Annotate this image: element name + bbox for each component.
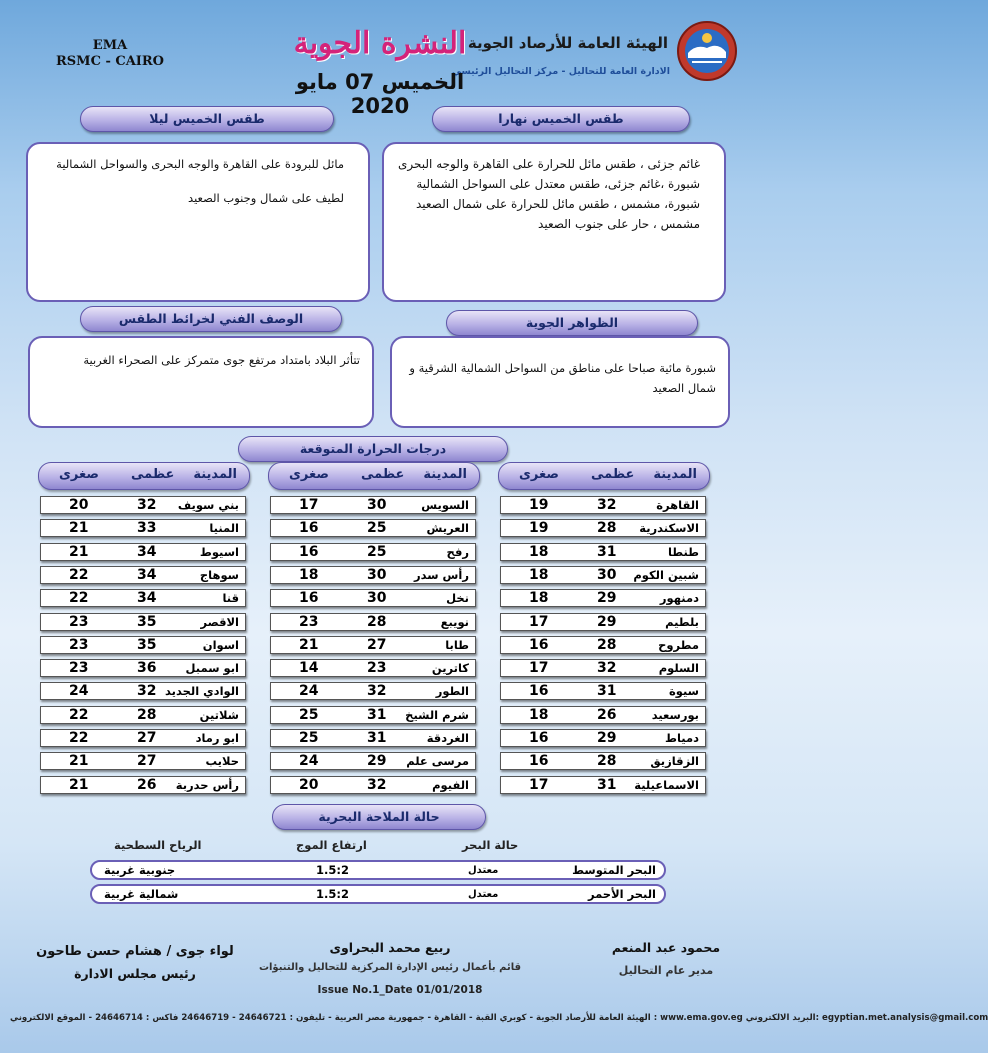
footer-contact: الهيئة العامة للأرصاد الجوية - كوبري القبة - القاهرة - جمهورية مصر العربية - تليفون : 24646721 - 24646719 فاكس : 24646714 - الموقع الالكتروني : www.ema.gov.eg البريد الالكتروني: egyptian.met.analysis@gmail.com — [10, 1013, 988, 1023]
max-temp: 34 — [137, 566, 157, 583]
night-weather-header: طقس الخميس ليلا — [80, 106, 334, 132]
signature-role-2: قائم بأعمال رئيس الإدارة المركزية للتحاليل والتنبؤات — [258, 962, 522, 973]
hdr-city: المدينة — [423, 467, 467, 482]
min-temp: 16 — [529, 636, 549, 653]
min-temp: 22 — [69, 706, 89, 723]
city-name: قنا — [222, 591, 239, 606]
max-temp: 32 — [367, 683, 387, 700]
signature-name-3: لواء جوى / هشام حسن طاحون — [36, 944, 234, 959]
night-weather-list — [40, 154, 356, 208]
synoptic-header: الوصف الفني لخرائط الطقس — [80, 306, 342, 332]
max-temp: 35 — [137, 613, 157, 630]
city-name: مرسى علم — [406, 754, 469, 769]
min-temp: 24 — [299, 753, 319, 770]
day-weather-box — [382, 142, 726, 302]
phenomena-box — [390, 336, 730, 428]
org-subtitle: الادارة العامة للتحاليل - مركز التحاليل الرئيسي — [451, 66, 670, 77]
temps-header: درجات الحرارة المتوقعة — [238, 436, 508, 462]
city-name: اسيوط — [199, 544, 239, 559]
min-temp: 18 — [529, 566, 549, 583]
wave-height: 1.5:2 — [316, 887, 349, 901]
max-temp: 34 — [137, 543, 157, 560]
marine-hdr-wind: الرياح السطحية — [114, 838, 202, 852]
city-name: ابو سمبل — [185, 661, 239, 676]
min-temp: 25 — [299, 730, 319, 746]
temps-row — [270, 543, 476, 561]
city-name: كاترين — [431, 661, 469, 676]
ema-line1: EMA — [92, 38, 128, 53]
max-temp: 35 — [137, 636, 157, 653]
temps-row — [40, 659, 246, 677]
temps-row — [270, 496, 476, 514]
max-temp: 31 — [367, 730, 387, 746]
sea-state: معتدل — [468, 865, 499, 876]
temps-row — [500, 613, 706, 631]
min-temp: 16 — [299, 590, 319, 607]
min-temp: 16 — [529, 730, 549, 746]
temps-row — [40, 776, 246, 794]
city-name: نخل — [446, 591, 469, 606]
temps-row — [270, 519, 476, 537]
min-temp: 17 — [529, 613, 549, 630]
max-temp: 32 — [597, 660, 617, 677]
day-line: مشمس ، حار على جنوب الصعيد — [538, 217, 700, 231]
max-temp: 32 — [137, 683, 157, 700]
city-name: بني سويف — [177, 498, 239, 512]
day-weather-header: طقس الخميس نهارا — [432, 106, 690, 132]
city-name: شلاتين — [199, 707, 239, 722]
max-temp: 31 — [597, 776, 617, 793]
night-line: لطيف على شمال وجنوب الصعيد — [188, 191, 344, 205]
min-temp: 20 — [299, 776, 319, 793]
temps-row — [40, 589, 246, 607]
bulletin-date: الخميس 07 مايو 2020 — [295, 70, 465, 118]
temps-row — [270, 729, 476, 747]
temps-row — [500, 729, 706, 747]
max-temp: 33 — [137, 520, 157, 537]
min-temp: 23 — [69, 636, 89, 653]
min-temp: 21 — [69, 753, 89, 770]
max-temp: 34 — [137, 590, 157, 607]
temps-row — [40, 729, 246, 747]
city-name: السلوم — [658, 661, 699, 676]
org-name: الهيئة العامة للأرصاد الجوية — [467, 34, 668, 52]
max-temp: 31 — [597, 683, 617, 700]
sea-name: البحر الأحمر — [587, 887, 656, 901]
temps-column-header — [268, 462, 480, 490]
temps-row — [40, 706, 246, 724]
min-temp: 20 — [69, 497, 89, 513]
hdr-min: صغرى — [59, 467, 99, 482]
city-name: نويبع — [440, 614, 469, 629]
temps-row — [500, 519, 706, 537]
marine-row — [90, 884, 666, 904]
synoptic-text: تتأثر البلاد بامتداد مرتفع جوى متمركز على الصحراء الغربية — [83, 353, 360, 367]
min-temp: 21 — [299, 636, 319, 653]
max-temp: 26 — [137, 776, 157, 793]
phenomena-header: الظواهر الجوية — [446, 310, 698, 336]
issue-number: Issue No.1_Date 01/01/2018 — [317, 984, 483, 996]
max-temp: 28 — [137, 706, 157, 723]
synoptic-box — [28, 336, 374, 428]
max-temp: 29 — [597, 730, 617, 746]
min-temp: 16 — [299, 520, 319, 537]
min-temp: 23 — [69, 613, 89, 630]
signature-role-1: مدير عام التحاليل — [618, 964, 714, 977]
max-temp: 28 — [367, 613, 387, 630]
max-temp: 26 — [597, 706, 617, 723]
min-temp: 21 — [69, 520, 89, 537]
max-temp: 31 — [597, 543, 617, 560]
min-temp: 17 — [299, 497, 319, 513]
max-temp: 31 — [367, 706, 387, 723]
temps-row — [40, 613, 246, 631]
temps-row — [500, 543, 706, 561]
day-line: غائم جزئى ، طقس مائل للحرارة على القاهرة والوجه البحرى — [398, 157, 700, 171]
day-weather-list — [396, 154, 712, 234]
city-name: الاسكندرية — [639, 521, 699, 536]
max-temp: 25 — [367, 520, 387, 537]
city-name: مطروح — [658, 637, 699, 652]
temps-row — [270, 706, 476, 724]
temps-row — [500, 636, 706, 654]
min-temp: 22 — [69, 566, 89, 583]
max-temp: 29 — [367, 753, 387, 770]
min-temp: 17 — [529, 776, 549, 793]
temps-row — [270, 566, 476, 584]
sea-name: البحر المتوسط — [572, 863, 656, 877]
temps-row — [40, 566, 246, 584]
city-name: ابو رماد — [195, 731, 239, 745]
night-line: مائل للبرودة على القاهرة والوجه البحرى والسواحل الشمالية — [56, 157, 344, 171]
temps-column-header — [498, 462, 710, 490]
temps-row — [40, 682, 246, 700]
hdr-city: المدينة — [193, 467, 237, 482]
day-line: شبورة، مشمس ، طقس مائل للحرارة على شمال الصعيد — [415, 197, 700, 211]
max-temp: 32 — [597, 497, 617, 513]
city-name: رفح — [446, 544, 469, 559]
max-temp: 27 — [367, 636, 387, 653]
temps-row — [270, 682, 476, 700]
max-temp: 30 — [367, 497, 387, 513]
sea-state: معتدل — [468, 889, 499, 900]
max-temp: 36 — [137, 660, 157, 677]
min-temp: 24 — [69, 683, 89, 700]
max-temp: 32 — [367, 776, 387, 793]
min-temp: 19 — [529, 497, 549, 513]
city-name: بلطيم — [665, 614, 699, 629]
max-temp: 30 — [597, 566, 617, 583]
temps-row — [40, 519, 246, 537]
temps-row — [40, 636, 246, 654]
city-name: رأس حدربة — [175, 777, 239, 792]
hdr-min: صغرى — [289, 467, 329, 482]
city-name: الطور — [435, 684, 469, 699]
temps-row — [500, 776, 706, 794]
hdr-city: المدينة — [653, 467, 697, 482]
min-temp: 18 — [299, 566, 319, 583]
city-name: دمنهور — [659, 591, 699, 606]
min-temp: 14 — [299, 660, 319, 677]
temps-row — [40, 752, 246, 770]
temps-row — [40, 543, 246, 561]
city-name: حلايب — [205, 754, 239, 769]
min-temp: 21 — [69, 543, 89, 560]
city-name: الغردقة — [426, 731, 469, 745]
city-name: الوادي الجديد — [164, 684, 239, 699]
min-temp: 23 — [69, 660, 89, 677]
temps-row — [270, 752, 476, 770]
phenomena-text: شبورة مائية صباحا على مناطق من السواحل الشمالية الشرقية و شمال الصعيد — [409, 361, 716, 395]
marine-header: حالة الملاحة البحرية — [272, 804, 486, 830]
max-temp: 23 — [367, 660, 387, 677]
city-name: المنيا — [209, 521, 239, 536]
city-name: رأس سدر — [413, 567, 469, 582]
min-temp: 25 — [299, 706, 319, 723]
ema-label — [30, 38, 190, 70]
max-temp: 28 — [597, 520, 617, 537]
temps-row — [500, 706, 706, 724]
night-weather-box — [26, 142, 370, 302]
min-temp: 16 — [529, 683, 549, 700]
min-temp: 16 — [529, 753, 549, 770]
temps-row — [500, 589, 706, 607]
surface-wind: شمالية غربية — [104, 887, 179, 901]
marine-row — [90, 860, 666, 880]
city-name: العريش — [426, 521, 469, 536]
max-temp: 28 — [597, 636, 617, 653]
city-name: اسوان — [202, 637, 239, 652]
city-name: الفيوم — [432, 777, 469, 792]
temps-row — [500, 659, 706, 677]
hdr-min: صغرى — [519, 467, 559, 482]
temps-row — [270, 636, 476, 654]
temps-row — [270, 659, 476, 677]
temps-row — [500, 566, 706, 584]
min-temp: 19 — [529, 520, 549, 537]
city-name: طابا — [445, 637, 469, 652]
max-temp: 29 — [597, 590, 617, 607]
max-temp: 30 — [367, 590, 387, 607]
max-temp: 29 — [597, 613, 617, 630]
city-name: سوهاج — [199, 567, 239, 582]
surface-wind: جنوبية غربية — [104, 863, 176, 877]
min-temp: 18 — [529, 543, 549, 560]
min-temp: 21 — [69, 776, 89, 793]
hdr-max: عظمى — [591, 467, 635, 482]
temps-row — [500, 496, 706, 514]
city-name: الاقصر — [200, 614, 239, 629]
city-name: طنطا — [667, 544, 699, 559]
max-temp: 27 — [137, 730, 157, 746]
min-temp: 24 — [299, 683, 319, 700]
temps-row — [40, 496, 246, 514]
hdr-max: عظمى — [131, 467, 175, 482]
city-name: السويس — [421, 498, 469, 512]
temps-row — [270, 613, 476, 631]
city-name: دمياط — [665, 731, 699, 745]
min-temp: 22 — [69, 730, 89, 746]
min-temp: 17 — [529, 660, 549, 677]
temps-row — [500, 752, 706, 770]
max-temp: 28 — [597, 753, 617, 770]
min-temp: 18 — [529, 590, 549, 607]
marine-hdr-wave: ارتفاع الموج — [296, 838, 367, 852]
city-name: الاسماعيلية — [634, 777, 699, 792]
max-temp: 27 — [137, 753, 157, 770]
max-temp: 32 — [137, 497, 157, 513]
max-temp: 25 — [367, 543, 387, 560]
hdr-max: عظمى — [361, 467, 405, 482]
ema-line2: RSMC - CAIRO — [55, 54, 165, 69]
marine-hdr-state: حالة البحر — [462, 838, 519, 852]
page-title: النشرة الجوية — [293, 26, 467, 61]
min-temp: 22 — [69, 590, 89, 607]
ema-logo-icon — [676, 20, 738, 82]
day-line: شبورة ،غائم جزئى، طقس معتدل على السواحل الشمالية — [416, 177, 700, 191]
temps-row — [270, 589, 476, 607]
min-temp: 18 — [529, 706, 549, 723]
city-name: شرم الشيخ — [405, 707, 469, 722]
temps-row — [270, 776, 476, 794]
min-temp: 16 — [299, 543, 319, 560]
city-name: شبين الكوم — [633, 567, 699, 582]
signature-role-3: رئيس مجلس الادارة — [74, 966, 196, 981]
wave-height: 1.5:2 — [316, 863, 349, 877]
max-temp: 30 — [367, 566, 387, 583]
city-name: القاهرة — [656, 498, 699, 512]
signature-name-1: محمود عبد المنعم — [611, 940, 721, 955]
temps-column-header — [38, 462, 250, 490]
signature-name-2: ربيع محمد البحراوى — [329, 940, 451, 955]
city-name: بورسعيد — [651, 707, 699, 722]
city-name: الزقازيق — [650, 754, 699, 769]
min-temp: 23 — [299, 613, 319, 630]
city-name: سيوة — [668, 684, 699, 699]
temps-row — [500, 682, 706, 700]
